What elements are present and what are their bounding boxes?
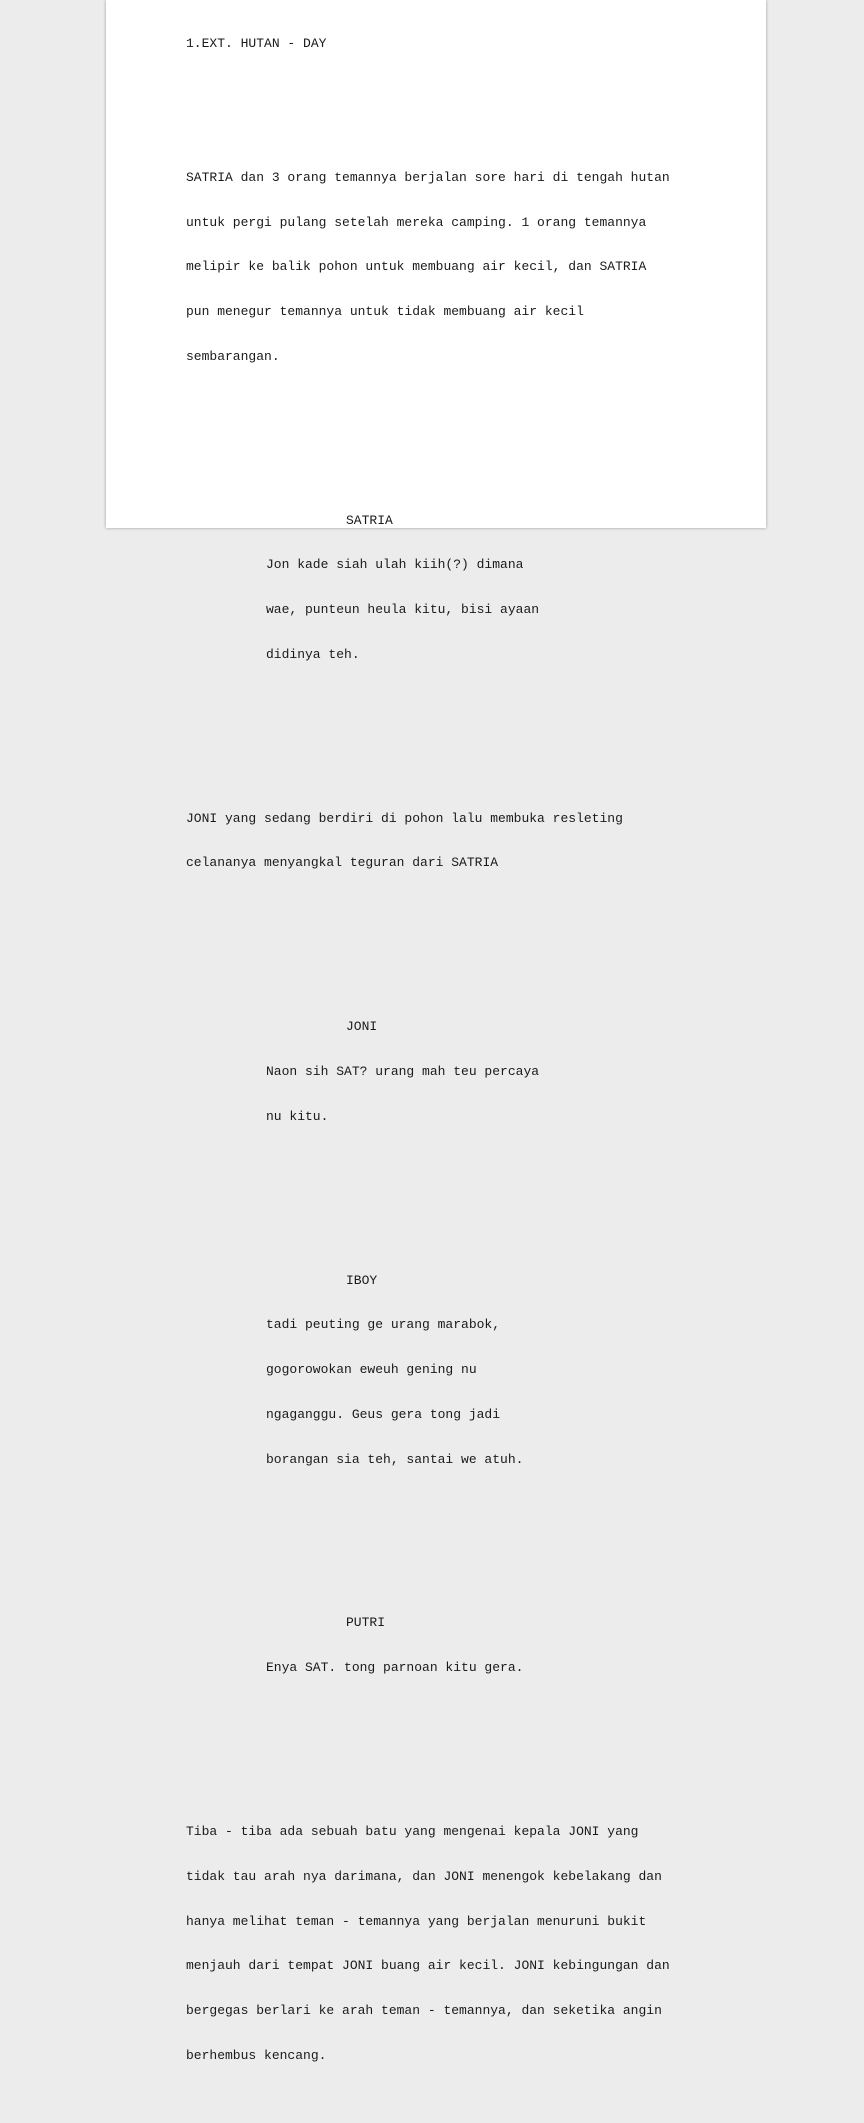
blank-line [186,1184,670,1199]
dialogue-line: Naon sih SAT? urang mah teu percaya [266,1064,540,1080]
blank-line [186,424,670,439]
dialogue-line: ngaganggu. Geus gera tong jadi [266,1406,501,1422]
character-name: PUTRI [346,1615,386,1631]
action-block [186,141,670,394]
script-content [186,7,670,2123]
action-line: pun menegur temannya untuk tidak membuang air kecil [186,304,584,320]
action-block [186,1795,670,2093]
scene-heading: 1.EXT. HUTAN - DAY [186,35,327,51]
action-line: bergegas berlari ke arah teman - temannya, dan seketika angin [186,2002,662,2018]
dialogue-line: didinya teh. [266,646,360,662]
action-line: menjauh dari tempat JONI buang air kecil. JONI kebingungan dan [186,1958,670,1974]
blank-line [186,1736,670,1751]
action-line: Tiba - tiba ada sebuah batu yang mengenai kepala JONI yang [186,1824,639,1840]
dialogue-line: Jon kade siah ulah kiih(?) dimana [266,557,524,573]
action-line: berhembus kencang. [186,2047,327,2063]
blank-line [186,931,670,946]
dialogue-block [186,484,670,693]
dialogue-line: borangan sia teh, santai we atuh. [266,1451,524,1467]
dialogue-line: tadi peuting ge urang marabok, [266,1317,501,1333]
script-page [106,0,766,2063]
dialogue-line: nu kitu. [266,1108,329,1124]
dialogue-block [186,1244,670,1497]
dialogue-block [186,991,670,1155]
dialogue-block [186,1587,670,1706]
action-line: SATRIA dan 3 orang temannya berjalan sore hari di tengah hutan [186,169,670,185]
dialogue-line: wae, punteun heula kitu, bisi ayaan [266,602,540,618]
action-line: untuk pergi pulang setelah mereka camping. 1 orang temannya [186,214,647,230]
action-line: hanya melihat teman - temannya yang berjalan menuruni bukit [186,1913,647,1929]
blank-line [186,82,670,97]
character-name: JONI [346,1019,378,1035]
action-line: celananya menyangkal teguran dari SATRIA [186,855,499,871]
action-block [186,782,670,901]
dialogue-line: Enya SAT. tong parnoan kitu gera. [266,1660,524,1676]
action-line: JONI yang sedang berdiri di pohon lalu membuka resleting [186,810,623,826]
action-line: sembarangan. [186,348,280,364]
character-name: IBOY [346,1272,378,1288]
action-line: tidak tau arah nya darimana, dan JONI menengok kebelakang dan [186,1868,662,1884]
blank-line [186,722,670,737]
dialogue-line: gogorowokan eweuh gening nu [266,1362,477,1378]
action-line: melipir ke balik pohon untuk membuang air kecil, dan SATRIA [186,259,647,275]
character-name: SATRIA [346,512,393,528]
blank-line [186,1527,670,1542]
